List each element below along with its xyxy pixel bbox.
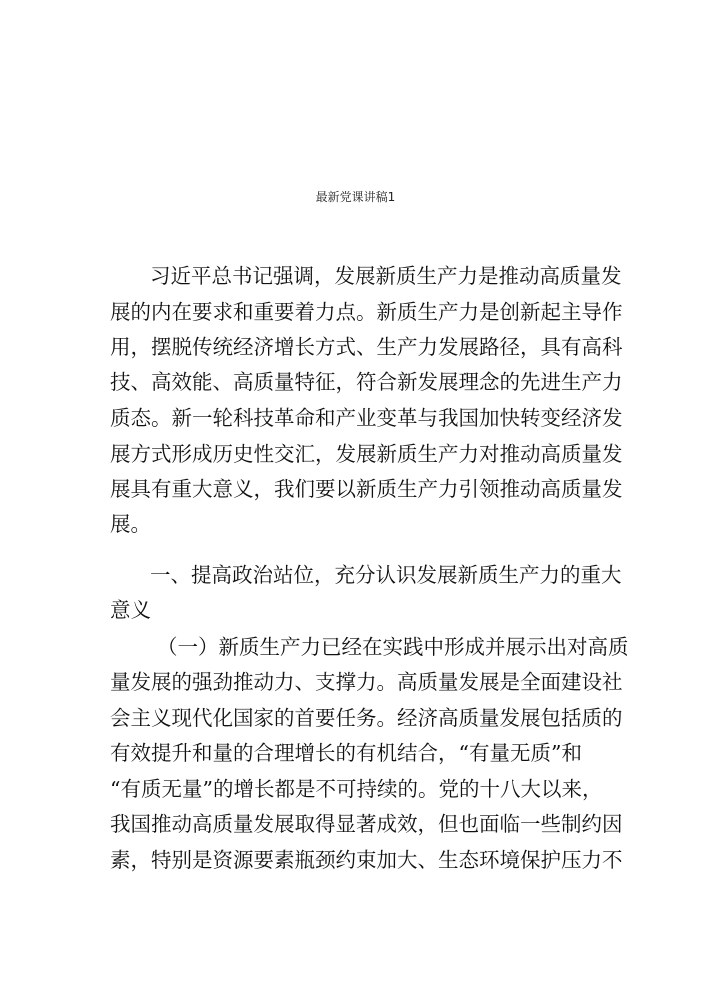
- body-line-1: 习近平总书记强调，发展新质生产力是推动高质量发: [150, 264, 622, 288]
- body-line-4: 技、高效能、高质量特征，符合新发展理念的先进生产力: [110, 370, 623, 394]
- body-line-8: 展。: [110, 512, 151, 536]
- body-line-14: 我国推动高质量发展取得显著成效，但也面临一些制约因: [110, 812, 623, 836]
- body-line-6: 展方式形成历史性交汇，发展新质生产力对推动高质量发: [110, 442, 623, 466]
- body-line-10: 量发展的强劲推动力、支撑力。高质量发展是全面建设社: [110, 670, 623, 694]
- body-line-9: （一）新质生产力已经在实践中形成并展示出对高质: [157, 635, 629, 659]
- body-line-12: 有效提升和量的合理增长的有机结合，“有量无质”和: [110, 741, 582, 765]
- body-line-7: 展具有重大意义，我们要以新质生产力引领推动高质量发: [110, 477, 623, 501]
- body-line-15: 素，特别是资源要素瓶颈约束加大、生态环境保护压力不: [110, 848, 623, 872]
- body-line-3: 用，摆脱传统经济增长方式、生产力发展路径，具有高科: [110, 335, 623, 359]
- section-heading-line-1: 一、提高政治站位，充分认识发展新质生产力的重大: [150, 563, 622, 587]
- section-heading-line-2: 意义: [110, 598, 151, 622]
- body-line-5: 质态。新一轮科技革命和产业变革与我国加快转变经济发: [110, 406, 623, 430]
- document-title: 最新党课讲稿1: [315, 190, 396, 204]
- body-line-11: 会主义现代化国家的首要任务。经济高质量发展包括质的: [110, 706, 623, 730]
- body-line-2: 展的内在要求和重要着力点。新质生产力是创新起主导作: [110, 300, 623, 324]
- body-line-13: “有质无量”的增长都是不可持续的。党的十八大以来，: [110, 777, 603, 801]
